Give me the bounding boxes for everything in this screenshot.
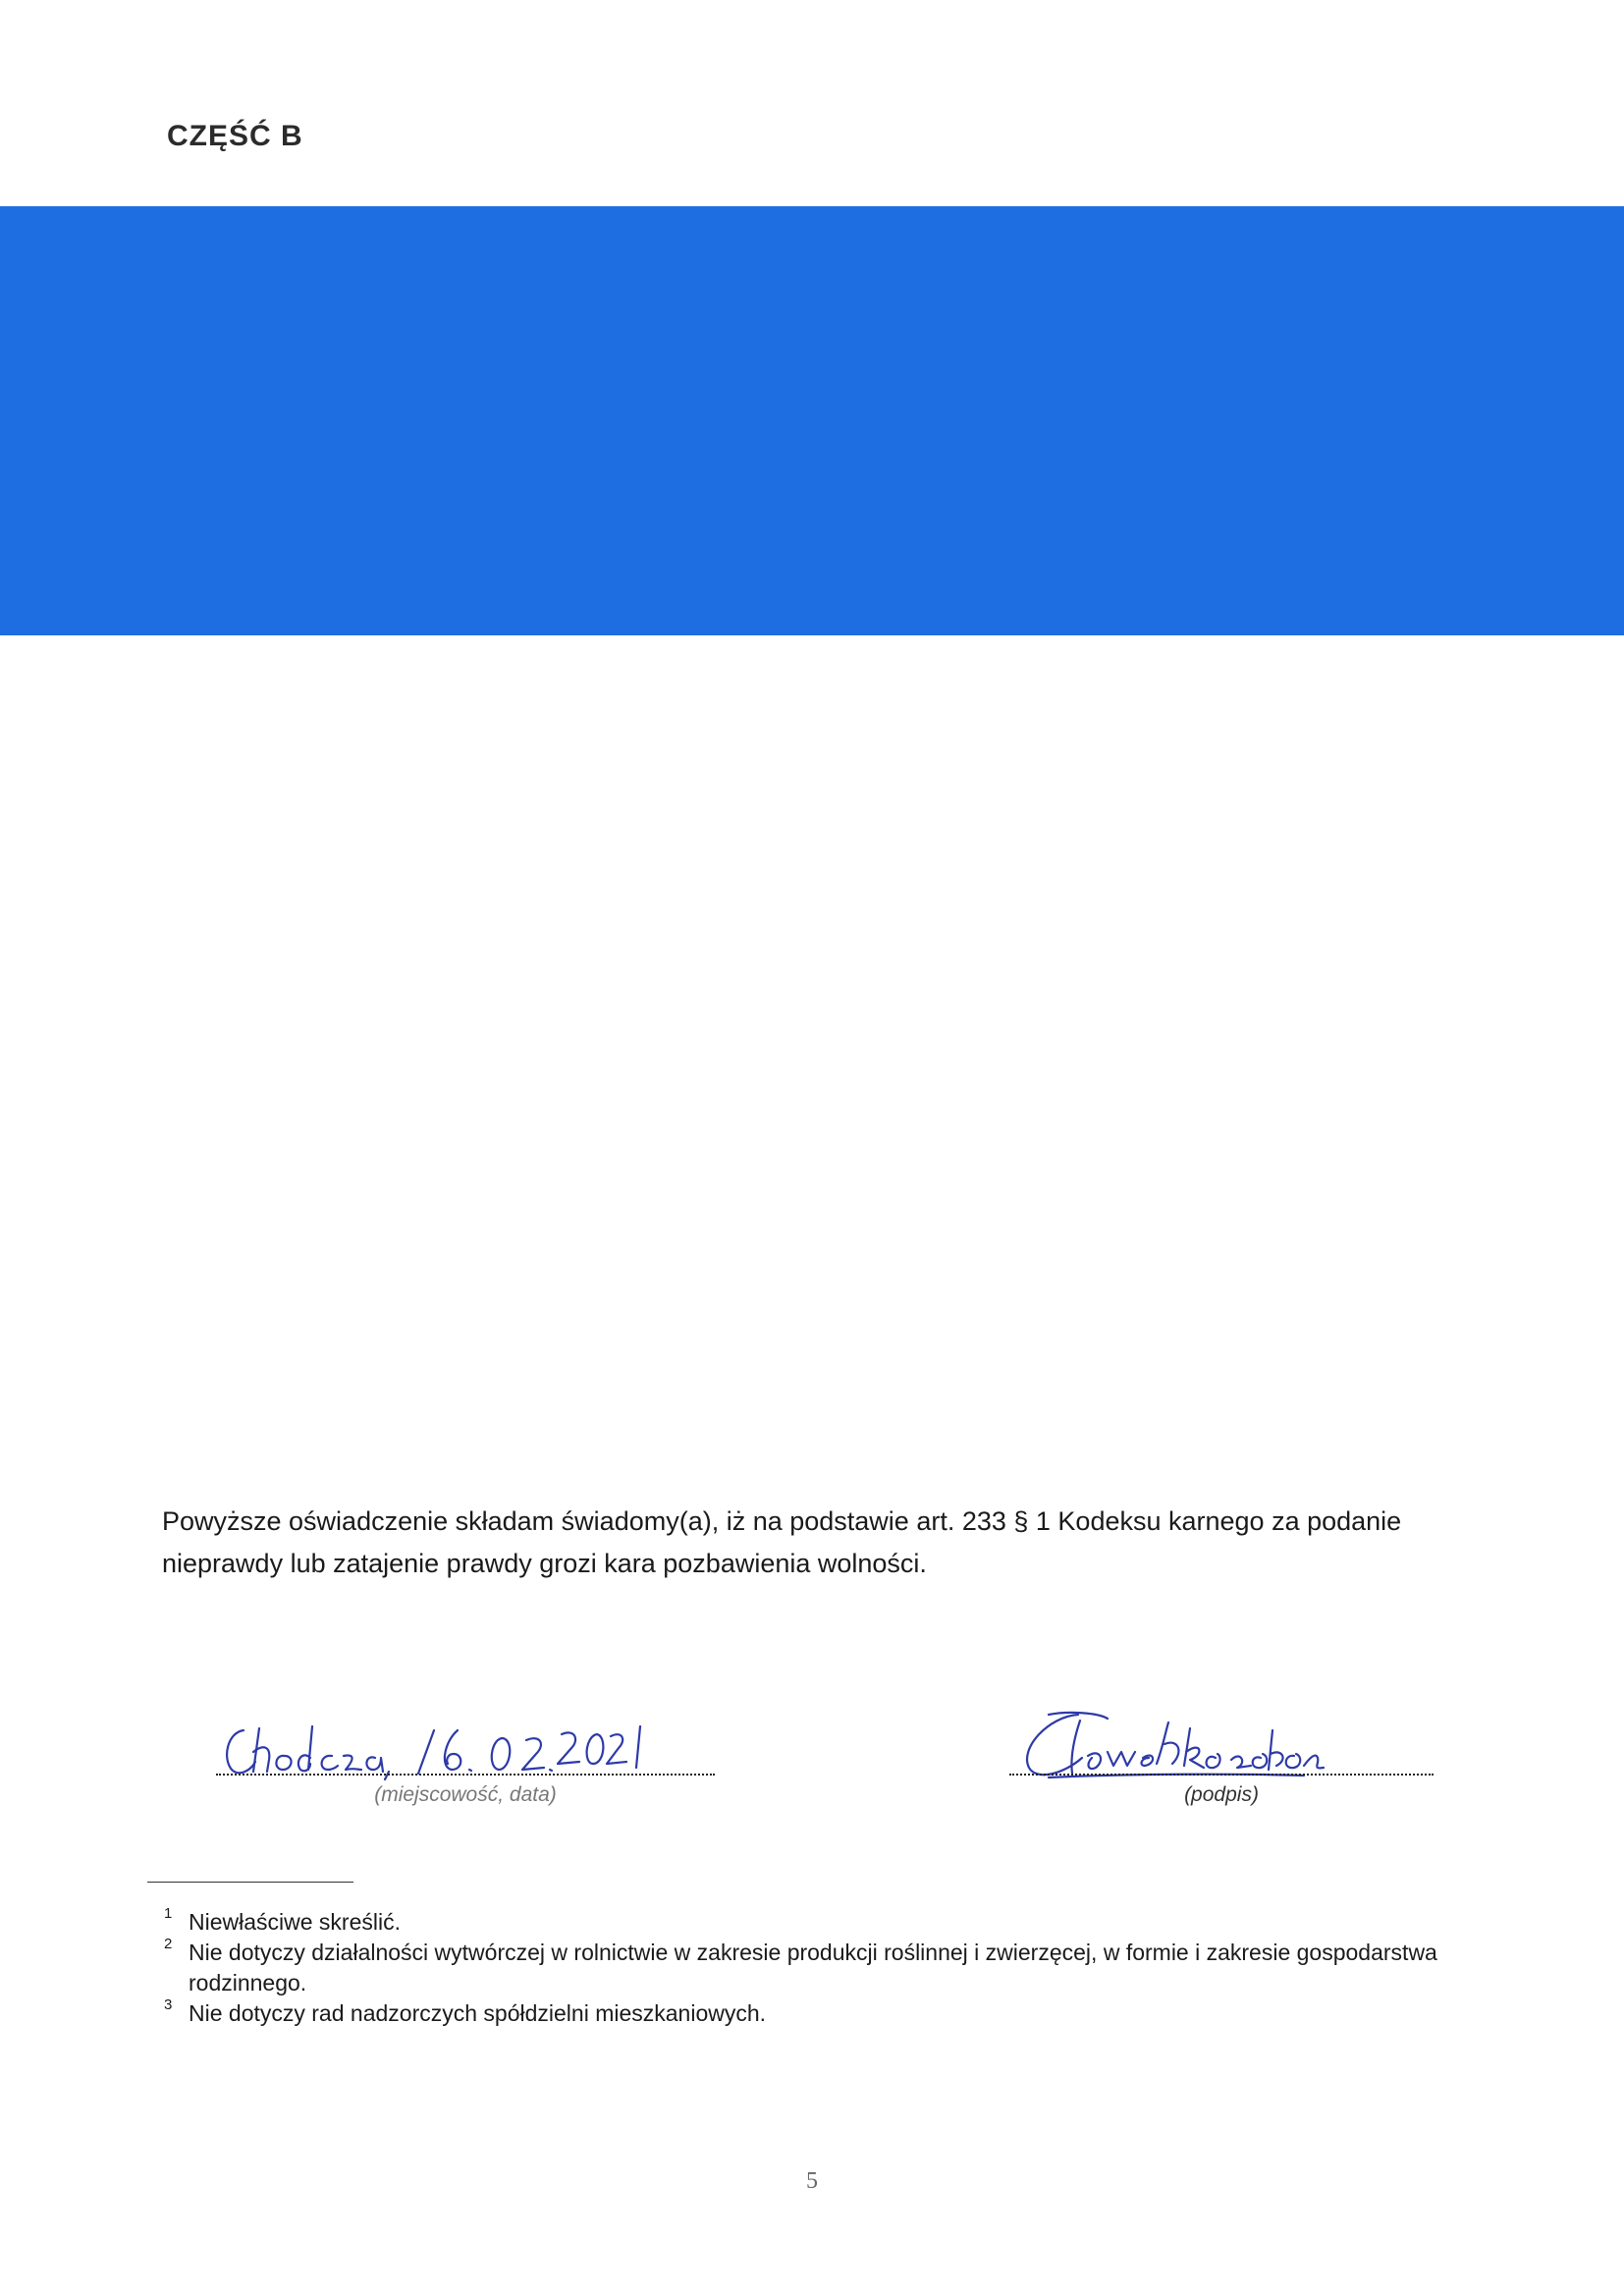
footnote-item bbox=[162, 1938, 1537, 1998]
footnote-separator bbox=[147, 1882, 353, 1883]
footnote-number: 2 bbox=[164, 1936, 173, 1952]
redacted-block bbox=[0, 206, 1624, 635]
footnote-text: Nie dotyczy rad nadzorczych spółdzielni mieszkaniowych. bbox=[189, 2000, 767, 2026]
place-date-caption: (miejscowość, data) bbox=[374, 1783, 557, 1806]
footnote-item bbox=[162, 1907, 1537, 1938]
footnote-number: 3 bbox=[164, 1996, 173, 2013]
signature-line bbox=[1009, 1774, 1434, 1776]
declaration-statement: Powyższe oświadczenie składam świadomy(a), iż na podstawie art. 233 § 1 Kodeksu karnego za podanie nieprawdy lub zatajenie prawdy grozi kara pozbawienia wolności. bbox=[162, 1506, 1402, 1578]
place-date-field bbox=[216, 1709, 715, 1817]
section-title: CZĘŚĆ B bbox=[167, 120, 303, 152]
signature-field bbox=[1009, 1709, 1434, 1817]
page-number: 5 bbox=[806, 2168, 818, 2194]
signature-caption: (podpis) bbox=[1184, 1783, 1259, 1806]
place-date-line bbox=[216, 1774, 715, 1776]
footnotes bbox=[162, 1907, 1537, 2029]
footnote-item bbox=[162, 1998, 1537, 2029]
handwritten-place-date bbox=[216, 1709, 715, 1783]
handwritten-signature bbox=[1009, 1709, 1434, 1783]
footnote-text: Nie dotyczy działalności wytwórczej w rolnictwie w zakresie produkcji roślinnej i zwierzęcej, w formie i zakresie gospodarstwa rodzinnego. bbox=[189, 1940, 1437, 1995]
footnote-number: 1 bbox=[164, 1905, 173, 1922]
footnote-text: Niewłaściwe skreślić. bbox=[189, 1909, 401, 1935]
